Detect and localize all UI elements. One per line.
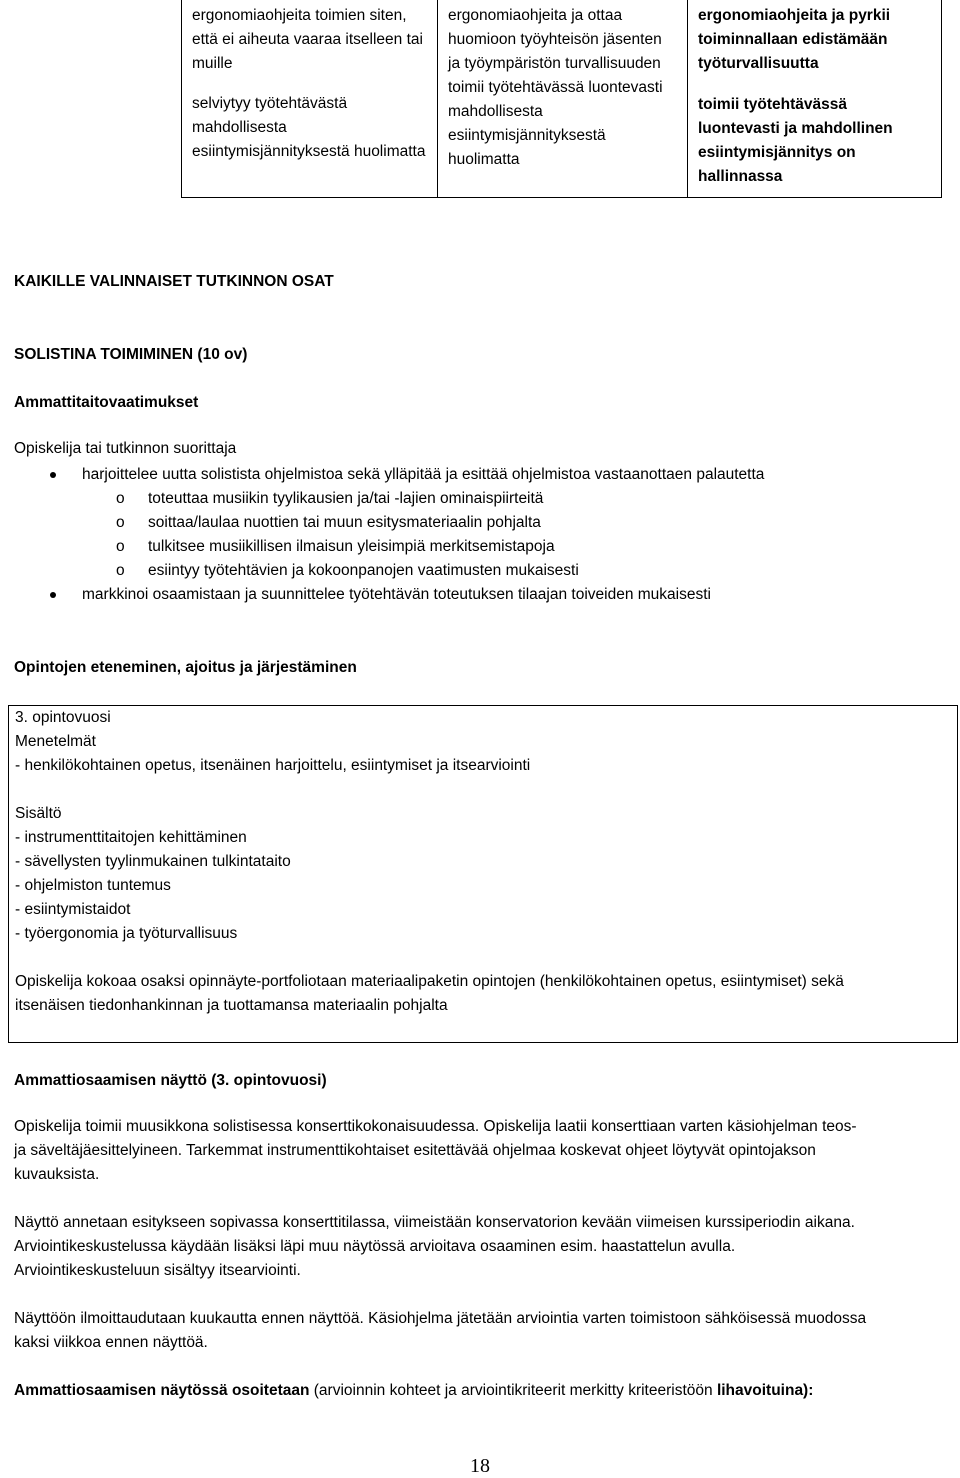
content-item: - työergonomia ja työturvallisuus [15,925,238,942]
criteria-text: toimii työtehtävässä luontevasti ja mahdollinen esiintymisjännitys on hallinnassa [698,96,893,185]
subheading-ammattitaito: Ammattitaitovaatimukset [14,394,199,411]
list-item [0,583,960,607]
sub-list-item [0,559,960,583]
study-year: 3. opintovuosi [15,709,111,726]
module-heading: SOLISTINA TOIMIMINEN (10 ov) [14,346,248,363]
paragraph-line: Näyttö annetaan esitykseen sopivassa konserttitilassa, viimeistään konservatorion kevään viimeisen kurssiperiodin aikana. [14,1214,855,1231]
paragraph-naytto-criteria [14,1379,944,1403]
criteria-text: ergonomiaohjeita ja pyrkii toiminnallaan edistämään työturvallisuutta [698,7,891,72]
content-item: - ohjelmiston tuntemus [15,877,171,894]
content-item: - sävellysten tyylinmukainen tulkintataito [15,853,291,870]
content-item: - esiintymistaidot [15,901,131,918]
criteria-column-1 [182,0,438,197]
sub-list-item-text: tulkitsee musiikillisen ilmaisun yleisimpiä merkitsemistapoja [148,538,555,555]
portfolio-text-line: itsenäisen tiedonhankinnan ja tuottamansa materiaalin pohjalta [15,997,448,1014]
content-label: Sisältö [15,805,62,822]
intro-text: Opiskelija tai tutkinnon suorittaja [14,440,237,457]
circle-bullet-icon: o [116,562,125,579]
sub-list-item-text: soittaa/laulaa nuottien tai muun esitysmateriaalin pohjalta [148,514,541,531]
paragraph-line: Arviointikeskusteluun sisältyy itsearviointi. [14,1262,301,1279]
circle-bullet-icon: o [116,514,125,531]
criteria-column-3 [688,0,941,197]
paragraph-line: kuvauksista. [14,1166,100,1183]
subheading-eteneminen: Opintojen eteneminen, ajoitus ja järjestäminen [14,659,357,676]
criteria-table [181,0,942,198]
criteria-text: ergonomiaohjeita ja ottaa huomioon työyhteisön jäsenten ja työympäristön turvallisuuden [448,7,662,72]
sub-list-item-text: esiintyy työtehtävien ja kokoonpanojen vaatimusten mukaisesti [148,562,579,579]
paragraph-line: Näyttöön ilmoittaudutaan kuukautta ennen näyttöä. Käsiohjelma jätetään arviointia varten toimistoon sähköisessä muodossa [14,1310,867,1327]
methods-text: - henkilökohtainen opetus, itsenäinen harjoittelu, esiintymiset ja itsearviointi [15,757,531,774]
paragraph-naytto-registration [14,1307,944,1355]
sub-list-item-text: toteuttaa musiikin tyylikausien ja/tai -lajien ominaispiirteitä [148,490,544,507]
criteria-intro-normal: (arvioinnin kohteet ja arviointikriteerit merkitty kriteeristöön [309,1382,717,1399]
paragraph-naytto-description [14,1115,944,1187]
criteria-column-2 [438,0,688,197]
bullet-icon [50,592,56,598]
subheading-naytto: Ammattiosaamisen näyttö (3. opintovuosi) [14,1072,327,1089]
paragraph-line: kaksi viikkoa ennen näyttöä. [14,1334,208,1351]
section-heading: KAIKILLE VALINNAISET TUTKINNON OSAT [14,273,334,290]
list-item [0,463,960,487]
circle-bullet-icon: o [116,538,125,555]
content-item: - instrumenttitaitojen kehittäminen [15,829,247,846]
page-number: 18 [470,1455,490,1477]
sub-list-item [0,511,960,535]
paragraph-line: ja säveltäjäesittelyineen. Tarkemmat instrumenttikohtaiset esitettävää ohjelmaa koskevat ohjeet löytyvät opintojakson [14,1142,816,1159]
paragraph-line: Opiskelija toimii muusikkona solistisessa konserttikokonaisuudessa. Opiskelija laatii konserttiaan varten käsiohjelman teos- [14,1118,857,1135]
list-item-text: markkinoi osaamistaan ja suunnittelee työtehtävän toteutuksen tilaajan toiveiden mukaisesti [82,586,711,603]
requirements-list [0,463,960,607]
paragraph-naytto-venue [14,1211,944,1283]
methods-label: Menetelmät [15,733,96,750]
list-item-text: harjoittelee uutta solistista ohjelmistoa sekä ylläpitää ja esittää ohjelmistoa vastaanottaen palautetta [82,466,765,483]
criteria-intro-bold-end: lihavoituina): [716,1382,814,1399]
criteria-text: ergonomiaohjeita toimien siten, että ei aiheuta vaaraa itselleen tai muille [192,7,423,72]
criteria-text: toimii työtehtävässä luontevasti mahdollisesta esiintymisjännityksestä huolimatta [448,79,663,168]
circle-bullet-icon: o [116,490,125,507]
criteria-intro-bold: Ammattiosaamisen näytössä osoitetaan [14,1382,310,1399]
portfolio-text-line: Opiskelija kokoaa osaksi opinnäyte-portfoliotaan materiaalipaketin opintojen (henkilökohtainen opetus, esiintymiset) sekä [15,973,844,990]
bullet-icon [50,472,56,478]
criteria-text: selviytyy työtehtävästä mahdollisesta esiintymisjännityksestä huolimatta [192,95,426,160]
study-progress-box [8,705,958,1043]
sub-list-item [0,535,960,559]
sub-list-item [0,487,960,511]
paragraph-line: Arviointikeskustelussa käydään lisäksi läpi muu näytössä arvioitava osaaminen esim. haastattelun avulla. [14,1238,736,1255]
